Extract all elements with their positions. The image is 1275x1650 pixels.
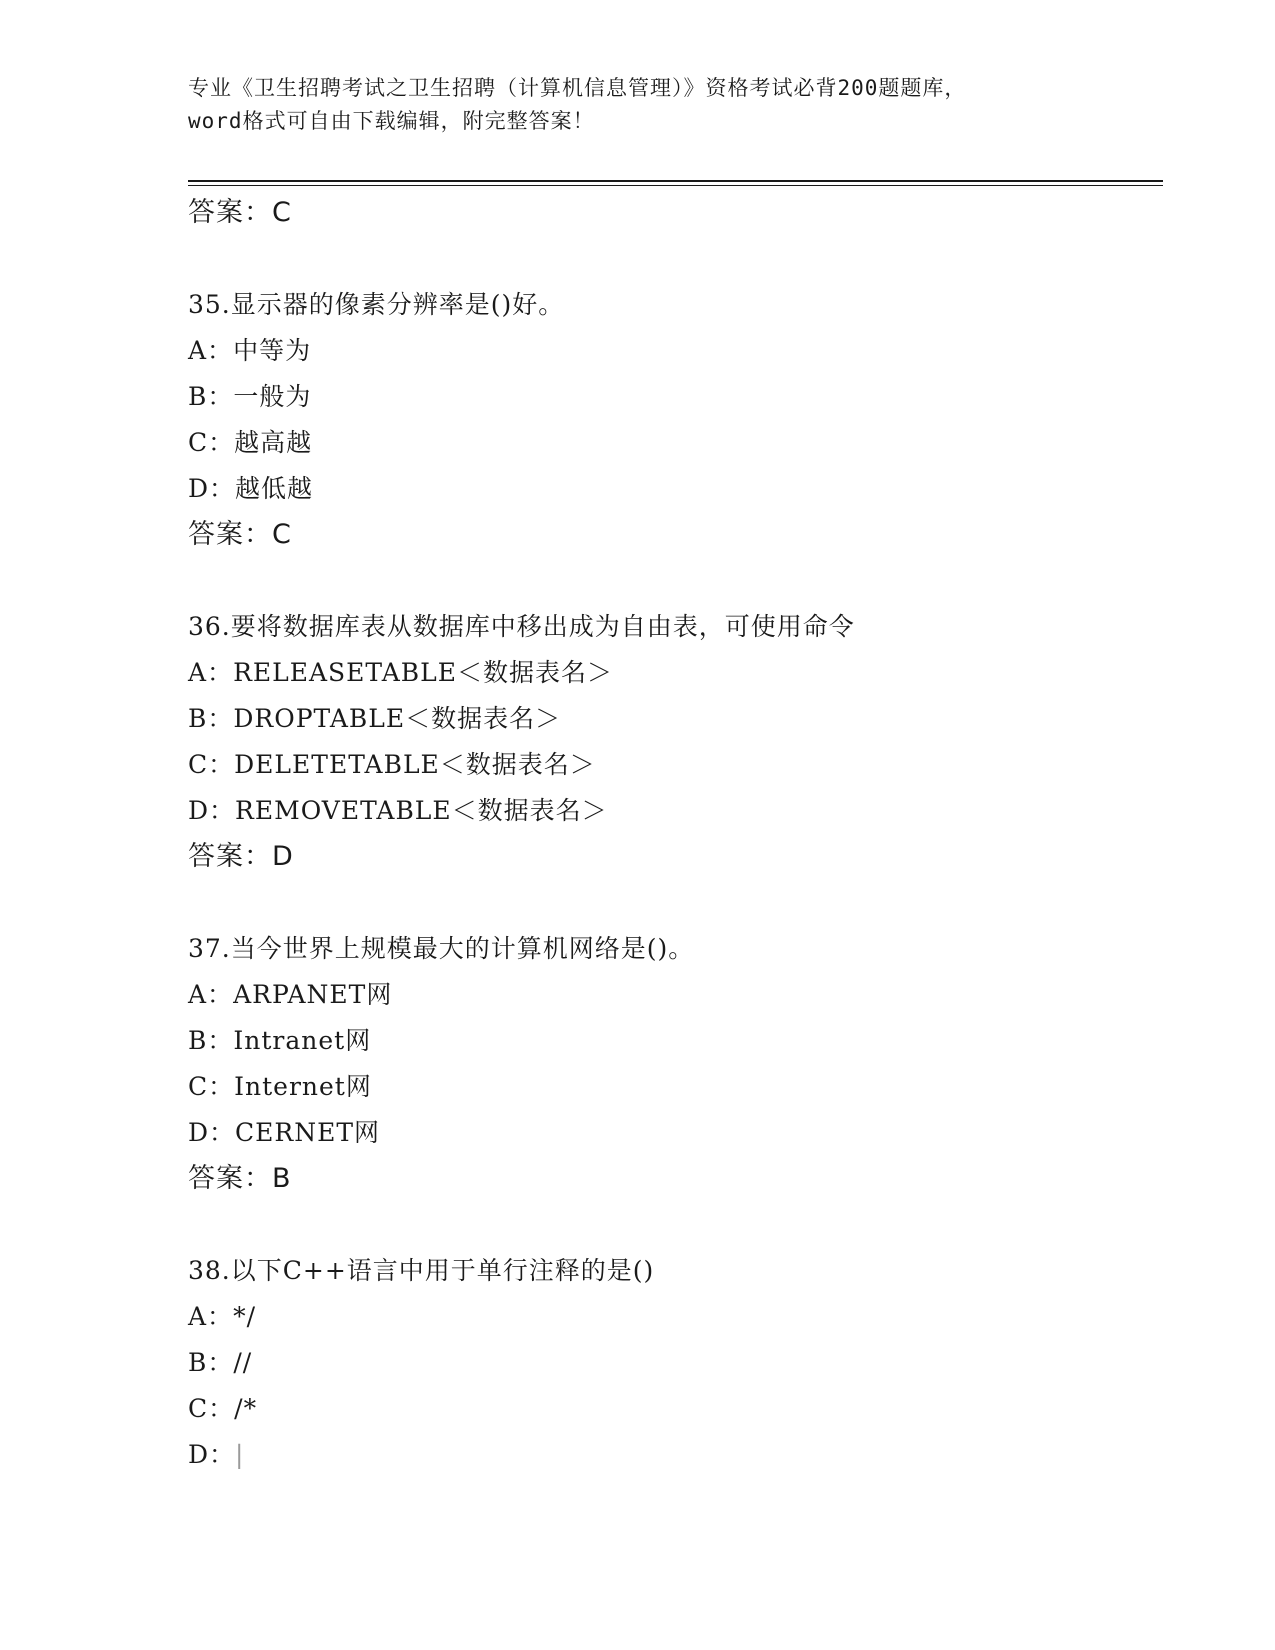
question-stem: 36.要将数据库表从数据库中移出成为自由表，可使用命令	[188, 612, 855, 641]
option-letter: C：	[188, 750, 235, 779]
option-text: //	[233, 1348, 253, 1377]
option-letter: B：	[188, 1026, 234, 1055]
option-letter: D：	[188, 1118, 236, 1147]
option-letter: D：	[188, 1440, 236, 1469]
spacer	[188, 558, 1163, 604]
option-letter: B：	[188, 382, 234, 411]
option-text: RELEASETABLE＜数据表名＞	[233, 658, 614, 687]
header-rule-thick	[188, 180, 1163, 182]
option-letter: A：	[188, 980, 234, 1009]
answer-line	[188, 1156, 1163, 1202]
question-stem: 37.当今世界上规模最大的计算机网络是()。	[188, 934, 695, 963]
answer-value: B	[272, 1163, 292, 1194]
spacer	[188, 880, 1163, 926]
option-letter: A：	[188, 336, 234, 365]
option-text: Intranet网	[233, 1026, 372, 1055]
option-text: 中等为	[233, 336, 312, 365]
header-rule-thin	[188, 185, 1163, 186]
option-letter: D：	[188, 474, 236, 503]
option-text: DELETETABLE＜数据表名＞	[234, 750, 596, 779]
answer-label: 答案：	[188, 197, 272, 228]
option-a	[188, 1294, 1163, 1340]
option-text: REMOVETABLE＜数据表名＞	[235, 796, 608, 825]
option-c	[188, 742, 1163, 788]
option-text: 一般为	[233, 382, 312, 411]
option-d	[188, 1110, 1163, 1156]
option-a	[188, 650, 1163, 696]
option-text: Internet网	[234, 1072, 372, 1101]
header-line-1: 专业《卫生招聘考试之卫生招聘（计算机信息管理）》资格考试必背200题题库，	[188, 76, 967, 100]
question-stem: 38.以下C++语言中用于单行注释的是()	[188, 1256, 655, 1285]
option-letter: A：	[188, 658, 234, 687]
spacer	[188, 1202, 1163, 1248]
option-text: CERNET网	[235, 1118, 381, 1147]
option-b	[188, 374, 1163, 420]
option-a	[188, 972, 1163, 1018]
document-header	[188, 72, 1098, 138]
answer-line	[188, 834, 1163, 880]
option-letter: D：	[188, 796, 236, 825]
answer-label: 答案：	[188, 1163, 272, 1194]
option-text: |	[235, 1440, 245, 1469]
header-line-2: word格式可自由下载编辑，附完整答案！	[188, 109, 595, 133]
option-c	[188, 1064, 1163, 1110]
option-c	[188, 420, 1163, 466]
answer-label: 答案：	[188, 841, 272, 872]
spacer	[188, 236, 1163, 282]
option-b	[188, 696, 1163, 742]
answer-value: C	[272, 197, 292, 228]
option-d	[188, 788, 1163, 834]
option-letter: B：	[188, 704, 234, 733]
answer-line	[188, 512, 1163, 558]
option-letter: C：	[188, 1394, 235, 1423]
option-text: DROPTABLE＜数据表名＞	[233, 704, 562, 733]
option-text: ARPANET网	[233, 980, 393, 1009]
answer-label: 答案：	[188, 519, 272, 550]
option-letter: C：	[188, 1072, 235, 1101]
option-letter: B：	[188, 1348, 234, 1377]
option-letter: C：	[188, 428, 235, 457]
option-a	[188, 328, 1163, 374]
option-b	[188, 1018, 1163, 1064]
option-d	[188, 466, 1163, 512]
question-list	[188, 190, 1163, 1478]
option-b	[188, 1340, 1163, 1386]
question-stem: 35.显示器的像素分辨率是()好。	[188, 290, 565, 319]
option-c	[188, 1386, 1163, 1432]
option-text: */	[233, 1302, 256, 1331]
option-text: 越低越	[235, 474, 314, 503]
answer-value: C	[272, 519, 292, 550]
option-letter: A：	[188, 1302, 234, 1331]
answer-line	[188, 190, 1163, 236]
option-d	[188, 1432, 1163, 1478]
option-text: /*	[234, 1394, 258, 1423]
answer-value: D	[272, 841, 294, 872]
option-text: 越高越	[234, 428, 313, 457]
